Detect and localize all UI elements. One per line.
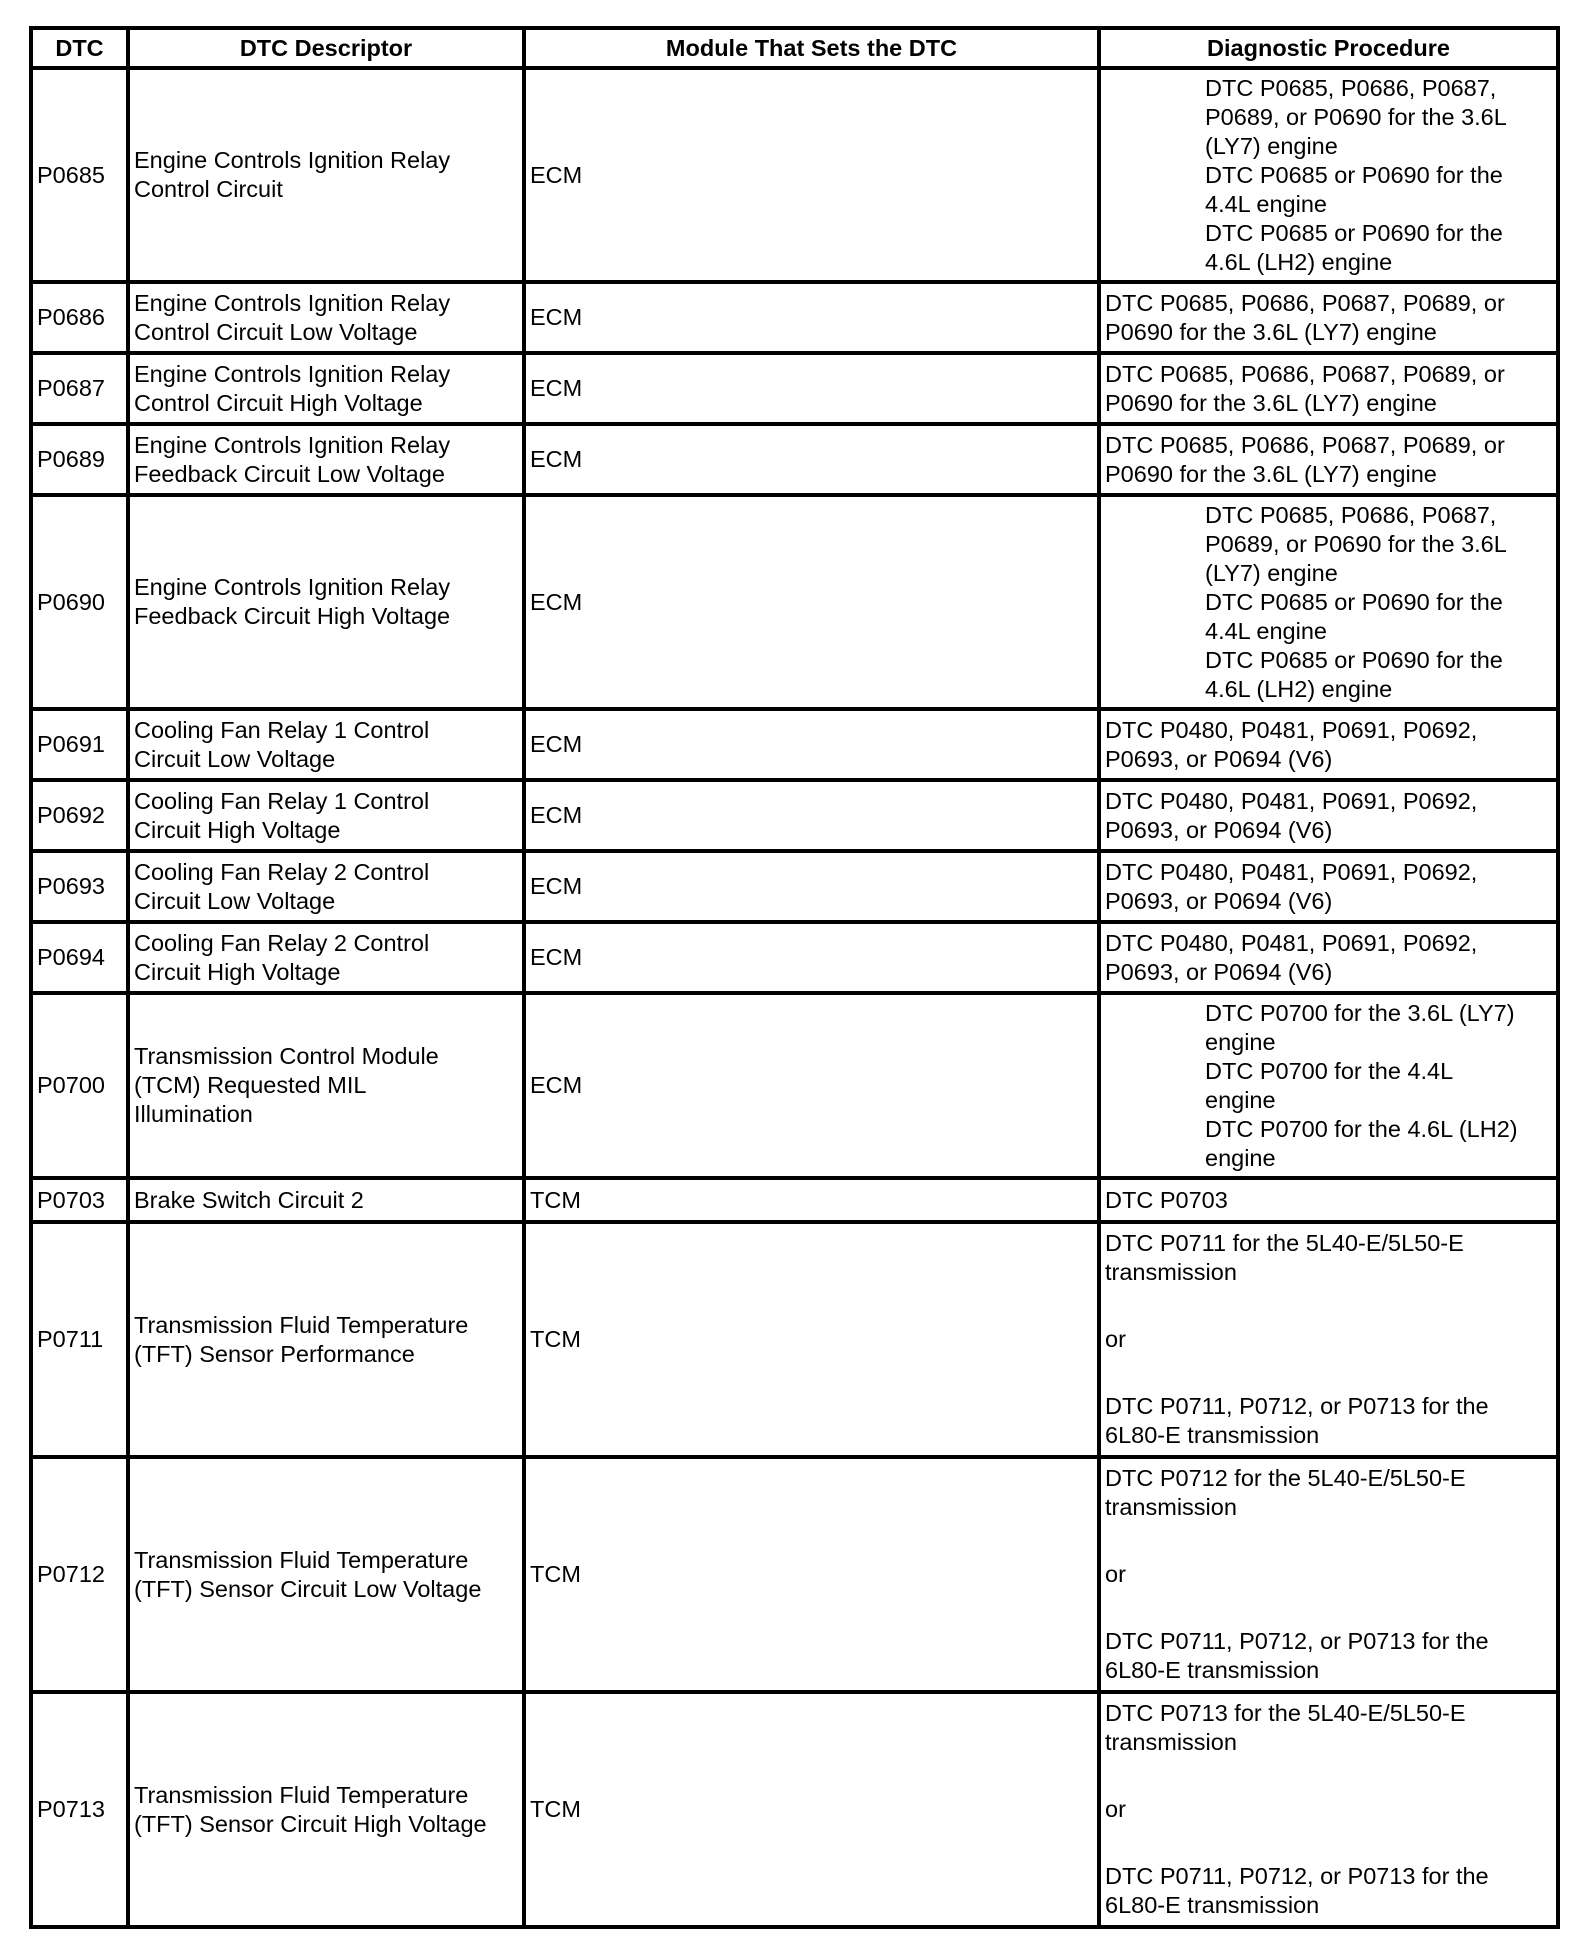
text-line: transmission bbox=[1105, 1729, 1237, 1755]
text-line: DTC P0685 or P0690 for the bbox=[1205, 646, 1503, 673]
text-line: P0693, or P0694 (V6) bbox=[1105, 745, 1333, 772]
text-line: DTC P0685, P0686, P0687, bbox=[1205, 74, 1497, 101]
text-line: Circuit High Voltage bbox=[134, 816, 341, 843]
text-line: DTC P0685, P0686, P0687, P0689, or bbox=[1105, 360, 1505, 387]
dtc-descriptor-cell bbox=[128, 993, 524, 1178]
diagnostic-procedure-cell bbox=[1099, 1222, 1558, 1457]
text-line: or bbox=[1105, 1326, 1126, 1352]
text-line: DTC P0712 for the 5L40-E/5L50-E bbox=[1105, 1465, 1466, 1491]
dtc-descriptor-cell bbox=[128, 922, 524, 993]
text-line: P0693, or P0694 (V6) bbox=[1105, 887, 1333, 914]
module-cell: TCM bbox=[524, 1178, 1099, 1222]
text-line: Engine Controls Ignition Relay bbox=[134, 147, 451, 173]
text-line: DTC P0480, P0481, P0691, P0692, bbox=[1105, 716, 1478, 743]
text-line: DTC P0685, P0686, P0687, P0689, or bbox=[1105, 289, 1505, 316]
diagnostic-procedure-cell bbox=[1099, 780, 1558, 851]
table-row bbox=[31, 282, 1558, 353]
text-line: engine bbox=[1205, 1144, 1276, 1171]
text-line: Circuit Low Voltage bbox=[134, 745, 336, 772]
dtc-code-cell: P0694 bbox=[31, 922, 128, 993]
text-line: 6L80-E transmission bbox=[1105, 1657, 1320, 1683]
text-line: or bbox=[1105, 1561, 1126, 1587]
text-line: (TFT) Sensor Circuit High Voltage bbox=[134, 1810, 487, 1837]
dtc-descriptor-cell bbox=[128, 282, 524, 353]
text-line: Cooling Fan Relay 2 Control bbox=[134, 858, 430, 885]
diagnostic-procedure-cell bbox=[1099, 993, 1558, 1178]
text-line: DTC P0711, P0712, or P0713 for the bbox=[1105, 1393, 1489, 1419]
text-line: DTC P0711, P0712, or P0713 for the bbox=[1105, 1863, 1489, 1889]
dtc-descriptor-cell bbox=[128, 1222, 524, 1457]
text-line: P0689, or P0690 for the 3.6L bbox=[1205, 103, 1507, 130]
table-body bbox=[31, 68, 1558, 1927]
table-row bbox=[31, 1178, 1558, 1222]
text-line: transmission bbox=[1105, 1494, 1237, 1520]
table-header-row bbox=[31, 28, 1558, 68]
text-line: DTC P0480, P0481, P0691, P0692, bbox=[1105, 858, 1478, 885]
blank-line bbox=[1105, 1757, 1552, 1795]
table-row bbox=[31, 68, 1558, 282]
text-line: (LY7) engine bbox=[1205, 132, 1338, 159]
module-cell: ECM bbox=[524, 851, 1099, 922]
table-row bbox=[31, 780, 1558, 851]
text-line: 6L80-E transmission bbox=[1105, 1422, 1320, 1448]
text-line: P0693, or P0694 (V6) bbox=[1105, 816, 1333, 843]
dtc-descriptor-cell bbox=[128, 1178, 524, 1222]
header-module: Module That Sets the DTC bbox=[524, 28, 1099, 68]
text-line: DTC P0711 for the 5L40-E/5L50-E bbox=[1105, 1230, 1464, 1256]
text-line: Engine Controls Ignition Relay bbox=[134, 289, 451, 316]
blank-line bbox=[1105, 1522, 1552, 1560]
text-line: Feedback Circuit High Voltage bbox=[134, 603, 451, 629]
text-line: DTC P0480, P0481, P0691, P0692, bbox=[1105, 929, 1478, 956]
text-line: Circuit Low Voltage bbox=[134, 887, 336, 914]
dtc-code-cell: P0690 bbox=[31, 495, 128, 709]
header-dtc: DTC bbox=[31, 28, 128, 68]
module-cell: TCM bbox=[524, 1692, 1099, 1927]
dtc-code-cell: P0687 bbox=[31, 353, 128, 424]
dtc-code-cell: P0711 bbox=[31, 1222, 128, 1457]
text-line: or bbox=[1105, 1796, 1126, 1822]
text-line: Illumination bbox=[134, 1101, 253, 1127]
text-line: P0690 for the 3.6L (LY7) engine bbox=[1105, 318, 1437, 345]
dtc-code-cell: P0713 bbox=[31, 1692, 128, 1927]
text-line: Cooling Fan Relay 1 Control bbox=[134, 787, 430, 814]
diagnostic-procedure-cell bbox=[1099, 922, 1558, 993]
diagnostic-procedure-cell bbox=[1099, 709, 1558, 780]
diagnostic-procedure-cell bbox=[1099, 1457, 1558, 1692]
text-line: (TFT) Sensor Performance bbox=[134, 1340, 415, 1367]
text-line: Transmission Fluid Temperature bbox=[134, 1781, 469, 1808]
text-line: DTC P0700 for the 4.4L bbox=[1205, 1057, 1454, 1084]
diagnostic-procedure-cell bbox=[1099, 851, 1558, 922]
module-cell: ECM bbox=[524, 495, 1099, 709]
dtc-descriptor-cell bbox=[128, 1457, 524, 1692]
table-row bbox=[31, 709, 1558, 780]
text-line: DTC P0685, P0686, P0687, P0689, or bbox=[1105, 431, 1505, 458]
dtc-code-cell: P0693 bbox=[31, 851, 128, 922]
dtc-descriptor-cell bbox=[128, 780, 524, 851]
text-line: 4.4L engine bbox=[1205, 617, 1327, 644]
dtc-code-cell: P0712 bbox=[31, 1457, 128, 1692]
header-diagnostic-procedure: Diagnostic Procedure bbox=[1099, 28, 1558, 68]
text-line: 4.4L engine bbox=[1205, 190, 1327, 217]
text-line: Engine Controls Ignition Relay bbox=[134, 360, 451, 387]
text-line: 4.6L (LH2) engine bbox=[1205, 675, 1393, 702]
text-line: Engine Controls Ignition Relay bbox=[134, 574, 451, 600]
module-cell: ECM bbox=[524, 993, 1099, 1178]
text-line: Control Circuit Low Voltage bbox=[134, 318, 418, 345]
text-line: P0690 for the 3.6L (LY7) engine bbox=[1105, 389, 1437, 416]
table-row bbox=[31, 1692, 1558, 1927]
text-line: DTC P0685, P0686, P0687, bbox=[1205, 501, 1497, 528]
text-line: (TCM) Requested MIL bbox=[134, 1072, 367, 1098]
text-line: Brake Switch Circuit 2 bbox=[134, 1186, 364, 1213]
text-line: 6L80-E transmission bbox=[1105, 1892, 1320, 1918]
dtc-code-cell: P0685 bbox=[31, 68, 128, 282]
diagnostic-procedure-cell bbox=[1099, 282, 1558, 353]
diagnostic-procedure-cell bbox=[1099, 1692, 1558, 1927]
dtc-descriptor-cell bbox=[128, 1692, 524, 1927]
blank-line bbox=[1105, 1354, 1552, 1392]
module-cell: ECM bbox=[524, 282, 1099, 353]
text-line: Circuit High Voltage bbox=[134, 958, 341, 985]
text-line: P0693, or P0694 (V6) bbox=[1105, 958, 1333, 985]
diagnostic-procedure-cell bbox=[1099, 424, 1558, 495]
table-row bbox=[31, 353, 1558, 424]
text-line: P0689, or P0690 for the 3.6L bbox=[1205, 530, 1507, 557]
table-row bbox=[31, 495, 1558, 709]
table-row bbox=[31, 993, 1558, 1178]
module-cell: ECM bbox=[524, 780, 1099, 851]
dtc-descriptor-cell bbox=[128, 424, 524, 495]
text-line: Transmission Fluid Temperature bbox=[134, 1311, 469, 1338]
module-cell: ECM bbox=[524, 353, 1099, 424]
dtc-table bbox=[29, 26, 1560, 1929]
text-line: DTC P0700 for the 4.6L (LH2) bbox=[1205, 1115, 1518, 1142]
text-line: DTC P0685 or P0690 for the bbox=[1205, 588, 1503, 615]
dtc-code-cell: P0692 bbox=[31, 780, 128, 851]
dtc-code-cell: P0691 bbox=[31, 709, 128, 780]
text-line: DTC P0685 or P0690 for the bbox=[1205, 161, 1503, 188]
text-line: Cooling Fan Relay 2 Control bbox=[134, 929, 430, 956]
module-cell: ECM bbox=[524, 709, 1099, 780]
blank-line bbox=[1105, 1589, 1552, 1627]
text-line: DTC P0685 or P0690 for the bbox=[1205, 219, 1503, 246]
dtc-descriptor-cell bbox=[128, 851, 524, 922]
table-row bbox=[31, 1222, 1558, 1457]
text-line: 4.6L (LH2) engine bbox=[1205, 248, 1393, 275]
text-line: DTC P0713 for the 5L40-E/5L50-E bbox=[1105, 1700, 1466, 1726]
table-row bbox=[31, 922, 1558, 993]
text-line: DTC P0700 for the 3.6L (LY7) bbox=[1205, 999, 1515, 1026]
table-row bbox=[31, 851, 1558, 922]
diagnostic-procedure-cell bbox=[1099, 495, 1558, 709]
dtc-code-cell: P0689 bbox=[31, 424, 128, 495]
text-line: P0690 for the 3.6L (LY7) engine bbox=[1105, 460, 1437, 487]
text-line: Control Circuit bbox=[134, 176, 283, 202]
text-line: transmission bbox=[1105, 1259, 1237, 1285]
blank-line bbox=[1105, 1287, 1552, 1325]
dtc-descriptor-cell bbox=[128, 353, 524, 424]
diagnostic-procedure-cell bbox=[1099, 68, 1558, 282]
text-line: DTC P0703 bbox=[1105, 1186, 1228, 1213]
text-line: Feedback Circuit Low Voltage bbox=[134, 460, 445, 487]
text-line: Cooling Fan Relay 1 Control bbox=[134, 716, 430, 743]
text-line: engine bbox=[1205, 1086, 1276, 1113]
module-cell: ECM bbox=[524, 922, 1099, 993]
text-line: (TFT) Sensor Circuit Low Voltage bbox=[134, 1575, 482, 1602]
dtc-code-cell: P0703 bbox=[31, 1178, 128, 1222]
text-line: Transmission Control Module bbox=[134, 1043, 439, 1069]
dtc-descriptor-cell bbox=[128, 709, 524, 780]
text-line: Engine Controls Ignition Relay bbox=[134, 431, 451, 458]
text-line: DTC P0480, P0481, P0691, P0692, bbox=[1105, 787, 1478, 814]
diagnostic-procedure-cell bbox=[1099, 353, 1558, 424]
header-dtc-descriptor: DTC Descriptor bbox=[128, 28, 524, 68]
dtc-descriptor-cell bbox=[128, 495, 524, 709]
dtc-code-cell: P0700 bbox=[31, 993, 128, 1178]
module-cell: TCM bbox=[524, 1222, 1099, 1457]
dtc-code-cell: P0686 bbox=[31, 282, 128, 353]
text-line: (LY7) engine bbox=[1205, 559, 1338, 586]
table-row bbox=[31, 424, 1558, 495]
table-row bbox=[31, 1457, 1558, 1692]
module-cell: ECM bbox=[524, 68, 1099, 282]
module-cell: TCM bbox=[524, 1457, 1099, 1692]
text-line: Control Circuit High Voltage bbox=[134, 389, 423, 416]
text-line: DTC P0711, P0712, or P0713 for the bbox=[1105, 1628, 1489, 1654]
text-line: Transmission Fluid Temperature bbox=[134, 1546, 469, 1573]
blank-line bbox=[1105, 1824, 1552, 1862]
dtc-descriptor-cell bbox=[128, 68, 524, 282]
module-cell: ECM bbox=[524, 424, 1099, 495]
text-line: engine bbox=[1205, 1028, 1276, 1055]
diagnostic-procedure-cell bbox=[1099, 1178, 1558, 1222]
